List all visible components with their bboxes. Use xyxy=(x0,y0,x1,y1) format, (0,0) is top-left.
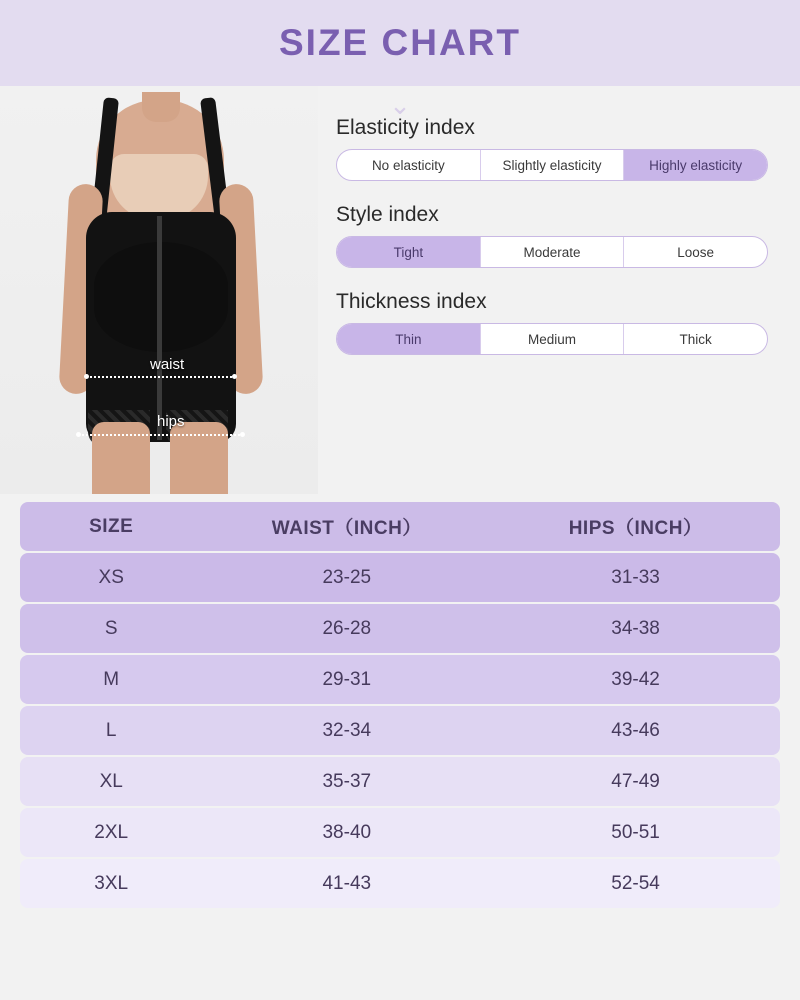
size-cell: L xyxy=(20,706,202,755)
thickness-option-medium[interactable]: Medium xyxy=(481,324,625,354)
hips-cell: 34-38 xyxy=(491,604,780,653)
waist-cell: 32-34 xyxy=(202,706,491,755)
size-cell: XL xyxy=(20,757,202,806)
size-cell: M xyxy=(20,655,202,704)
hips-cell: 43-46 xyxy=(491,706,780,755)
waist-cell: 41-43 xyxy=(202,859,491,908)
hips-measure-dot-right xyxy=(240,432,245,437)
header xyxy=(0,0,800,86)
style-option-moderate[interactable]: Moderate xyxy=(481,237,625,267)
hips-cell: 39-42 xyxy=(491,655,780,704)
model-leg-right xyxy=(170,422,228,494)
index-panel xyxy=(318,86,800,494)
page-title: SIZE CHART xyxy=(279,22,521,63)
elasticity-index-options xyxy=(336,149,768,181)
shapewear-zipper xyxy=(157,216,162,440)
style-index-options xyxy=(336,236,768,268)
style-option-loose[interactable]: Loose xyxy=(677,244,715,260)
chevron-down-icon: ⌄ xyxy=(389,90,411,120)
style-option-tight[interactable]: Tight xyxy=(337,237,481,267)
hips-cell: 52-54 xyxy=(491,859,780,908)
waist-cell: 26-28 xyxy=(202,604,491,653)
size-cell: 3XL xyxy=(20,859,202,908)
elasticity-option-highly[interactable]: Highly elasticity xyxy=(624,150,767,180)
table-header-hips: HIPS（INCH） xyxy=(491,502,780,551)
thickness-index-options xyxy=(336,323,768,355)
product-image xyxy=(0,86,318,494)
style-index-block xyxy=(336,203,768,268)
waist-measure-dot-left xyxy=(84,374,89,379)
size-cell: 2XL xyxy=(20,808,202,857)
waist-measure-line xyxy=(86,376,236,378)
size-table-body xyxy=(20,553,780,908)
table-row xyxy=(20,553,780,602)
waist-cell: 29-31 xyxy=(202,655,491,704)
hips-cell: 31-33 xyxy=(491,553,780,602)
hips-cell: 50-51 xyxy=(491,808,780,857)
waist-cell: 38-40 xyxy=(202,808,491,857)
elasticity-index-block xyxy=(336,116,768,181)
hips-measure-label: hips xyxy=(157,413,185,430)
table-header-row xyxy=(20,502,780,551)
style-index-title: Style index xyxy=(336,203,439,226)
elasticity-option-slightly[interactable]: Slightly elasticity xyxy=(481,150,625,180)
hips-measure-dot-left xyxy=(76,432,81,437)
table-row xyxy=(20,859,780,908)
thickness-index-title: Thickness index xyxy=(336,290,487,313)
size-table xyxy=(20,500,780,910)
table-header-waist: WAIST（INCH） xyxy=(202,502,491,551)
table-row xyxy=(20,757,780,806)
elasticity-option-no[interactable]: No elasticity xyxy=(337,150,481,180)
table-header-size: SIZE xyxy=(20,502,202,551)
model-leg-left xyxy=(92,422,150,494)
size-cell: XS xyxy=(20,553,202,602)
table-row xyxy=(20,604,780,653)
waist-cell: 35-37 xyxy=(202,757,491,806)
upper-section xyxy=(0,86,800,494)
waist-measure-dot-right xyxy=(232,374,237,379)
table-row xyxy=(20,808,780,857)
table-row xyxy=(20,706,780,755)
waist-measure-label: waist xyxy=(150,356,185,373)
hips-cell: 47-49 xyxy=(491,757,780,806)
waist-cell: 23-25 xyxy=(202,553,491,602)
table-row xyxy=(20,655,780,704)
size-table-head xyxy=(20,502,780,551)
hips-measure-line xyxy=(78,434,244,436)
elasticity-index-title: Elasticity index xyxy=(336,116,475,139)
thickness-index-block xyxy=(336,290,768,355)
thickness-option-thin[interactable]: Thin xyxy=(337,324,481,354)
model-neck xyxy=(142,92,180,122)
size-cell: S xyxy=(20,604,202,653)
thickness-option-thick[interactable]: Thick xyxy=(679,331,712,347)
